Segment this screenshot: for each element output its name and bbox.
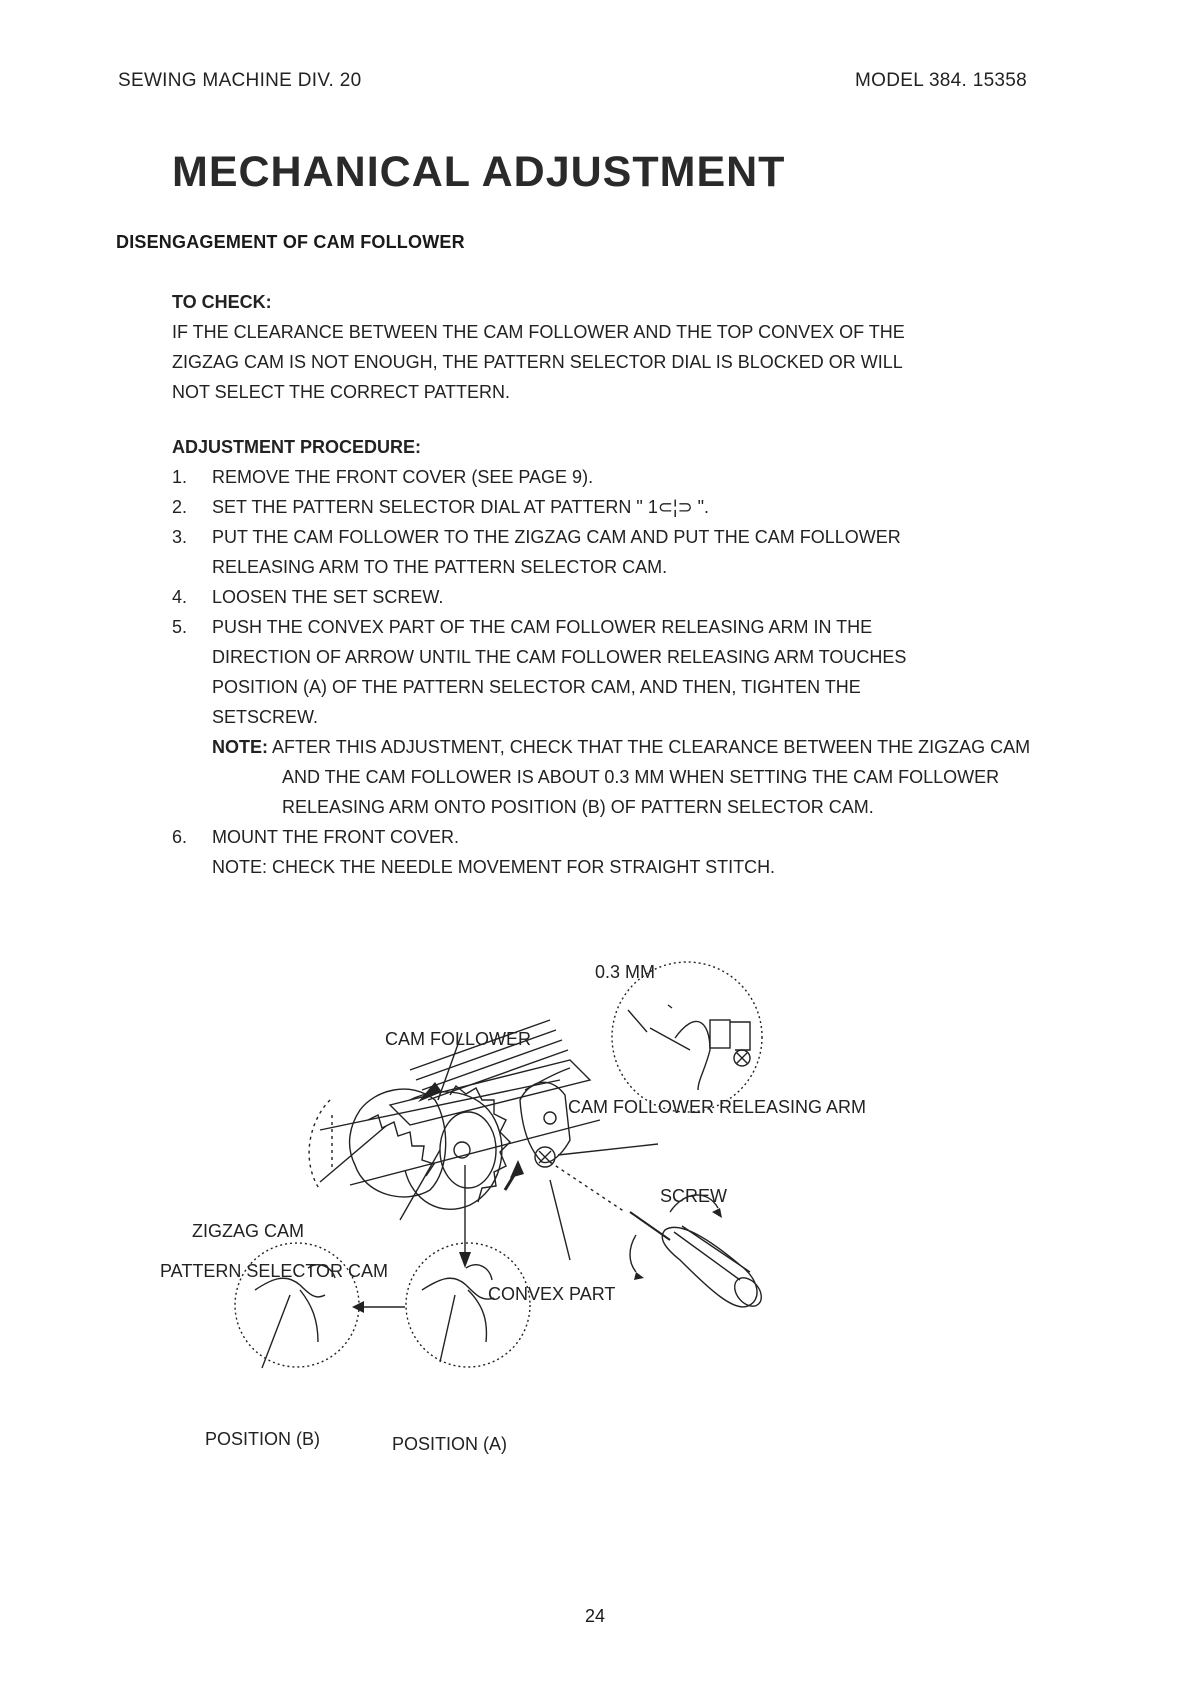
detail-circle-position-a <box>406 1243 530 1367</box>
set-screw-cross <box>539 1151 551 1163</box>
procedure-step <box>172 462 1052 492</box>
to-check-block <box>172 287 1052 407</box>
note-text: AFTER THIS ADJUSTMENT, CHECK THAT THE CLEARANCE BETWEEN THE ZIGZAG CAM AND THE CAM FOLLOWER IS ABOUT 0.3 MM WHEN SETTING THE CAM FOLLOWER RELEASING ARM ONTO POSITION (B) OF PATTERN SELECTOR CAM. <box>272 737 1031 817</box>
step-number: 5. <box>172 617 188 637</box>
step-line: PUSH THE CONVEX PART OF THE CAM FOLLOWER RELEASING ARM IN THE <box>212 617 873 637</box>
adjustment-procedure-block <box>172 432 1052 882</box>
step-number: 1. <box>172 467 188 487</box>
step-number: 2. <box>172 497 188 517</box>
follower-arm <box>730 1022 750 1050</box>
procedure-step <box>172 522 1052 582</box>
procedure-step <box>172 582 1052 612</box>
label-zigzag-cam: ZIGZAG CAM <box>192 1221 304 1241</box>
leader-line-cross-2 <box>350 1120 600 1185</box>
diagram-svg <box>150 950 1010 1530</box>
to-check-heading: TO CHECK: <box>172 292 272 312</box>
procedure-step <box>172 492 1052 522</box>
step-line: SET THE PATTERN SELECTOR DIAL AT PATTERN " 1⊂¦⊃ ". <box>212 497 710 517</box>
step-line: LOOSEN THE SET SCREW. <box>212 587 444 607</box>
leader-zigzag-cam <box>320 1126 386 1182</box>
leader-position-b <box>262 1295 290 1368</box>
step-line: POSITION (A) OF THE PATTERN SELECTOR CAM, AND THEN, TIGHTEN THE <box>212 677 861 697</box>
page-title: MECHANICAL ADJUSTMENT <box>172 148 786 196</box>
position-a-sketch <box>422 1265 494 1342</box>
label-pattern-selector-cam: PATTERN SELECTOR CAM <box>160 1261 389 1281</box>
step-number: 4. <box>172 587 188 607</box>
label-cam-follower: CAM FOLLOWER <box>385 1029 532 1049</box>
to-check-line: NOT SELECT THE CORRECT PATTERN. <box>172 382 511 402</box>
procedure-step <box>172 822 1052 882</box>
rotation-arrow-bottom <box>630 1235 636 1272</box>
guide-bar <box>390 1060 590 1125</box>
note-label: NOTE: <box>212 737 268 757</box>
leader-screw <box>558 1144 658 1155</box>
step-number: 3. <box>172 527 188 547</box>
step-line: RELEASING ARM TO THE PATTERN SELECTOR CAM. <box>212 557 668 577</box>
step-line: REMOVE THE FRONT COVER (SEE PAGE 9). <box>212 467 594 487</box>
final-note: NOTE: CHECK THE NEEDLE MOVEMENT FOR STRAIGHT STITCH. <box>212 857 776 877</box>
step-line: DIRECTION OF ARROW UNTIL THE CAM FOLLOWER RELEASING ARM TOUCHES <box>212 647 907 667</box>
label-clearance: 0.3 MM <box>595 962 656 982</box>
header-right: MODEL 384. 15358 <box>855 70 1028 91</box>
header-left: SEWING MACHINE DIV. 20 <box>118 70 362 91</box>
step-line: MOUNT THE FRONT COVER. <box>212 827 460 847</box>
step-line: SETSCREW. <box>212 707 319 727</box>
step-number: 6. <box>172 827 188 847</box>
to-check-line: ZIGZAG CAM IS NOT ENOUGH, THE PATTERN SELECTOR DIAL IS BLOCKED OR WILL <box>172 352 903 372</box>
rotation-arrowhead-bottom <box>634 1272 644 1280</box>
procedure-step <box>172 612 1052 822</box>
procedure-heading: ADJUSTMENT PROCEDURE: <box>172 437 422 457</box>
label-position-a: POSITION (A) <box>392 1434 508 1454</box>
cam-follower-diagram <box>150 950 1010 1530</box>
step-5-note <box>212 732 1052 822</box>
cover-outline <box>309 1100 332 1190</box>
step-line: PUT THE CAM FOLLOWER TO THE ZIGZAG CAM AND PUT THE CAM FOLLOWER <box>212 527 901 547</box>
leader-convex-part <box>550 1180 570 1260</box>
clearance-lines <box>628 1005 690 1050</box>
to-check-line: IF THE CLEARANCE BETWEEN THE CAM FOLLOWER AND THE TOP CONVEX OF THE <box>172 322 905 342</box>
label-position-b: POSITION (B) <box>205 1429 321 1449</box>
screwdriver-guide-line <box>550 1162 625 1212</box>
rotation-arrowhead-top <box>712 1208 722 1218</box>
page-number: 24 <box>584 1606 606 1626</box>
label-convex-part: CONVEX PART <box>488 1284 616 1304</box>
leader-line-cross <box>320 1080 560 1130</box>
zigzag-cam-teeth <box>368 1115 434 1176</box>
arm-pivot <box>544 1112 556 1124</box>
leader-position-a <box>440 1295 455 1362</box>
label-screw: SCREW <box>660 1186 727 1206</box>
cam-follower-tip <box>675 1021 710 1090</box>
label-releasing-arm: CAM FOLLOWER RELEASING ARM <box>568 1097 867 1117</box>
screw-cross <box>736 1052 748 1064</box>
follower-block <box>710 1020 730 1048</box>
selector-cam-hub <box>440 1112 496 1188</box>
section-title: DISENGAGEMENT OF CAM FOLLOWER <box>116 232 465 252</box>
push-direction-arrow <box>510 1160 524 1178</box>
handle-grooves <box>674 1226 750 1280</box>
push-arrow-stem <box>505 1172 516 1190</box>
procedure-steps <box>172 462 1052 882</box>
detail-circle-clearance <box>612 962 762 1112</box>
